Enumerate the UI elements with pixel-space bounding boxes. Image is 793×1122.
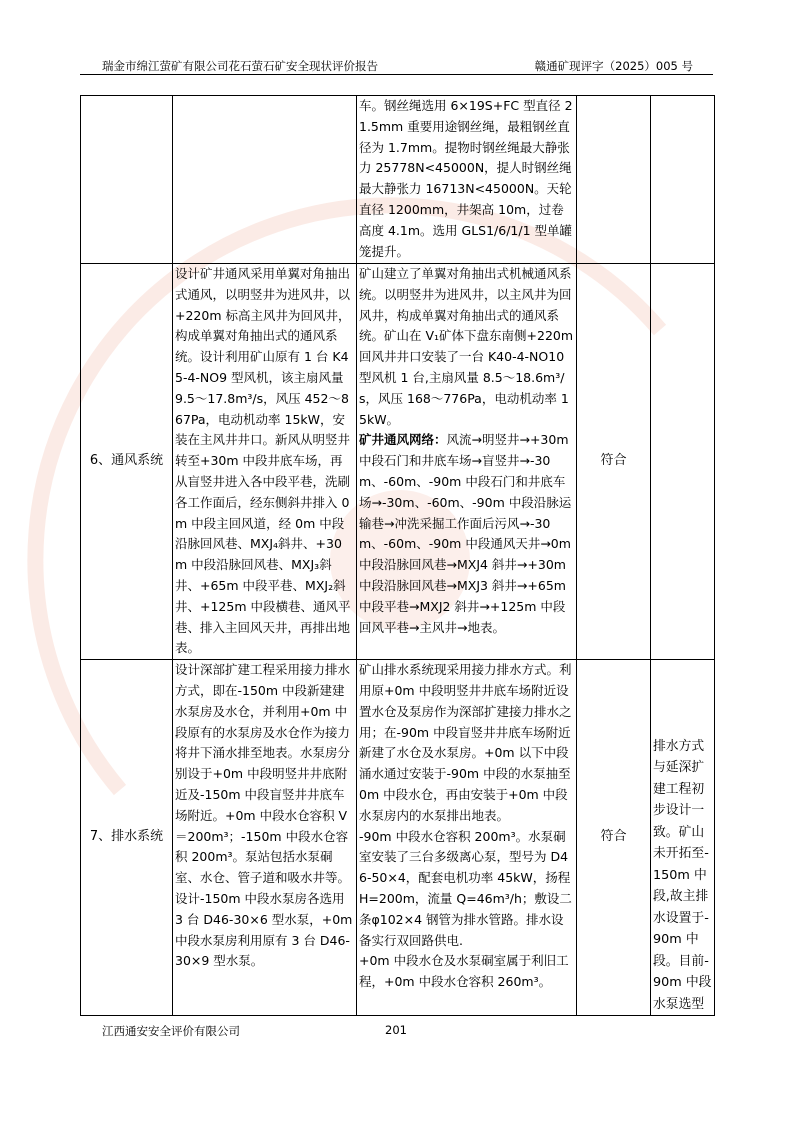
table-row (81, 264, 715, 660)
design-cell (173, 96, 357, 264)
design-text: 设计-150m 中段水泵房各选用 3 台 D46-30×6 型水泵，+0m 中段水泵房利用原有 3 台 D46-30×9 型水泵。 (175, 890, 353, 969)
item-cell: 7、排水系统 (81, 660, 173, 1016)
design-text: 设计矿井通风采用单翼对角抽出式通风，以明竖井为进风井，以+220m 标高主风井为回风井，构成单翼对角抽出式的通风系统。设计利用矿山原有 1 台 K45-4-NO9 型风机，该主扇风量 9.5～17.8m³/s，风压 452～867Pa，电动机动率 15kW，安装在主风井井口。新风从明竖井转至+30m 中段井底车场，再从盲竖井进入各中段平巷，洗刷各工作面后，经东侧斜井排入 0m 中段主回风道，经 0m 中段沿脉回风巷、MXJ₄斜井、+30m 中段沿脉回风巷、MXJ₃斜井、+65m 中段平巷、MXJ₂斜井、+125m 中段横巷、通风平巷、排入主回风天井，再排出地表。 (175, 266, 351, 656)
actual-text: +0m 中段水仓及水泵硐室属于利旧工程，+0m 中段水仓容积 260m³。 (359, 953, 569, 990)
footer-company: 江西通安安全评价有限公司 (102, 1024, 240, 1038)
note-cell: 排水方式与延深扩建工程初步设计一致。矿山未开拓至-150m 中段,故主排水设置于-90m 中段。目前-90m 中段水泵选型 (651, 660, 715, 1016)
table-row (81, 660, 715, 1016)
evaluation-table (80, 95, 715, 1016)
conclusion-cell: 符合 (577, 264, 651, 660)
ventilation-network-label: 矿井通风网络： (359, 432, 447, 448)
header-report-title: 瑞金市绵江萤矿有限公司花石萤石矿安全现状评价报告 (102, 59, 378, 73)
actual-text: 矿山排水系统现采用接力排水方式。利用原+0m 中段明竖井井底车场附近设置水仓及泵房作为深部扩建接力排水之用；在-90m 中段盲竖井井底车场附近新建了水仓及水泵房。+0m 以下中段涌水通过安装于-90m 中段的水泵抽至 0m 中段水仓，再由安装于+0m 中段水泵房内的水泵排出地表。 (359, 662, 572, 823)
item-cell: 6、通风系统 (81, 264, 173, 660)
ventilation-network-route: 风流→明竖井→+30m 中段石门和井底车场→盲竖井→-30m、-60m、-90m 中段石门和井底车场→-30m、-60m、-90m 中段沿脉运输巷→冲洗采掘工作面后污风→-30m、-60m、-90m 中段通风天井→0m 中段沿脉回风巷→MXJ4 斜井→+30m 中段沿脉回风巷→MXJ3 斜井→+65m 中段平巷→MXJ2 斜井→+125m 中段回风平巷→主风井→地表。 (359, 432, 572, 635)
design-cell (173, 264, 357, 660)
actual-cell (357, 264, 577, 660)
table-row (81, 96, 715, 264)
page-number: 201 (385, 1023, 407, 1037)
actual-text: -90m 中段水仓容积 200m³。水泵硐室安装了三台多级离心泵，型号为 D46-50×4，配套电机功率 45kW，扬程 H=200m，流量 Q=46m³/h；敷设二条φ102×4 钢管为排水管路。排水设备实行双回路供电. (359, 828, 572, 948)
page-header (80, 58, 713, 75)
design-cell (173, 660, 357, 1016)
header-report-number: 赣通矿现评字（2025）005 号 (534, 59, 693, 73)
item-cell (81, 96, 173, 264)
ventilation-network-text (359, 430, 574, 638)
actual-text: 车。钢丝绳选用 6×19S+FC 型直径 21.5mm 重要用途钢丝绳，最粗钢丝直径为 1.7mm。提物时钢丝绳最大静张力 25778N<45000N，提人时钢丝绳最大静张力 16713N<45000N。天轮直径 1200mm，井架高 10m，过卷高度 4.1m。选用 GLS1/6/1/1 型单罐笼提升。 (359, 98, 573, 259)
conclusion-cell: 符合 (577, 660, 651, 1016)
note-cell (651, 264, 715, 660)
note-cell (651, 96, 715, 264)
conclusion-cell (577, 96, 651, 264)
actual-cell (357, 96, 577, 264)
actual-cell (357, 660, 577, 1016)
design-text: 设计深部扩建工程采用接力排水方式，即在-150m 中段新建建水泵房及水仓，并利用+0m 中段原有的水泵房及水仓作为接力将井下涌水排至地表。水泵房分别设于+0m 中段明竖井井底附近及-150m 中段盲竖井井底车场附近。+0m 中段水仓容积 V＝200m³；-150m 中段水仓容积 200m³。泵站包括水泵硐室、水仓、管子道和吸水井等。 (175, 662, 351, 886)
actual-text: 矿山建立了单翼对角抽出式机械通风系统。以明竖井为进风井，以主风井为回风井，构成单翼对角抽出式的通风系统。矿山在 V₁矿体下盘东南侧+220m 回风井井口安装了一台 K40-4-NO10 型风机 1 台,主扇风量 8.5～18.6m³/s，风压 168～776Pa，电动机动率 15kW。 (359, 266, 574, 427)
